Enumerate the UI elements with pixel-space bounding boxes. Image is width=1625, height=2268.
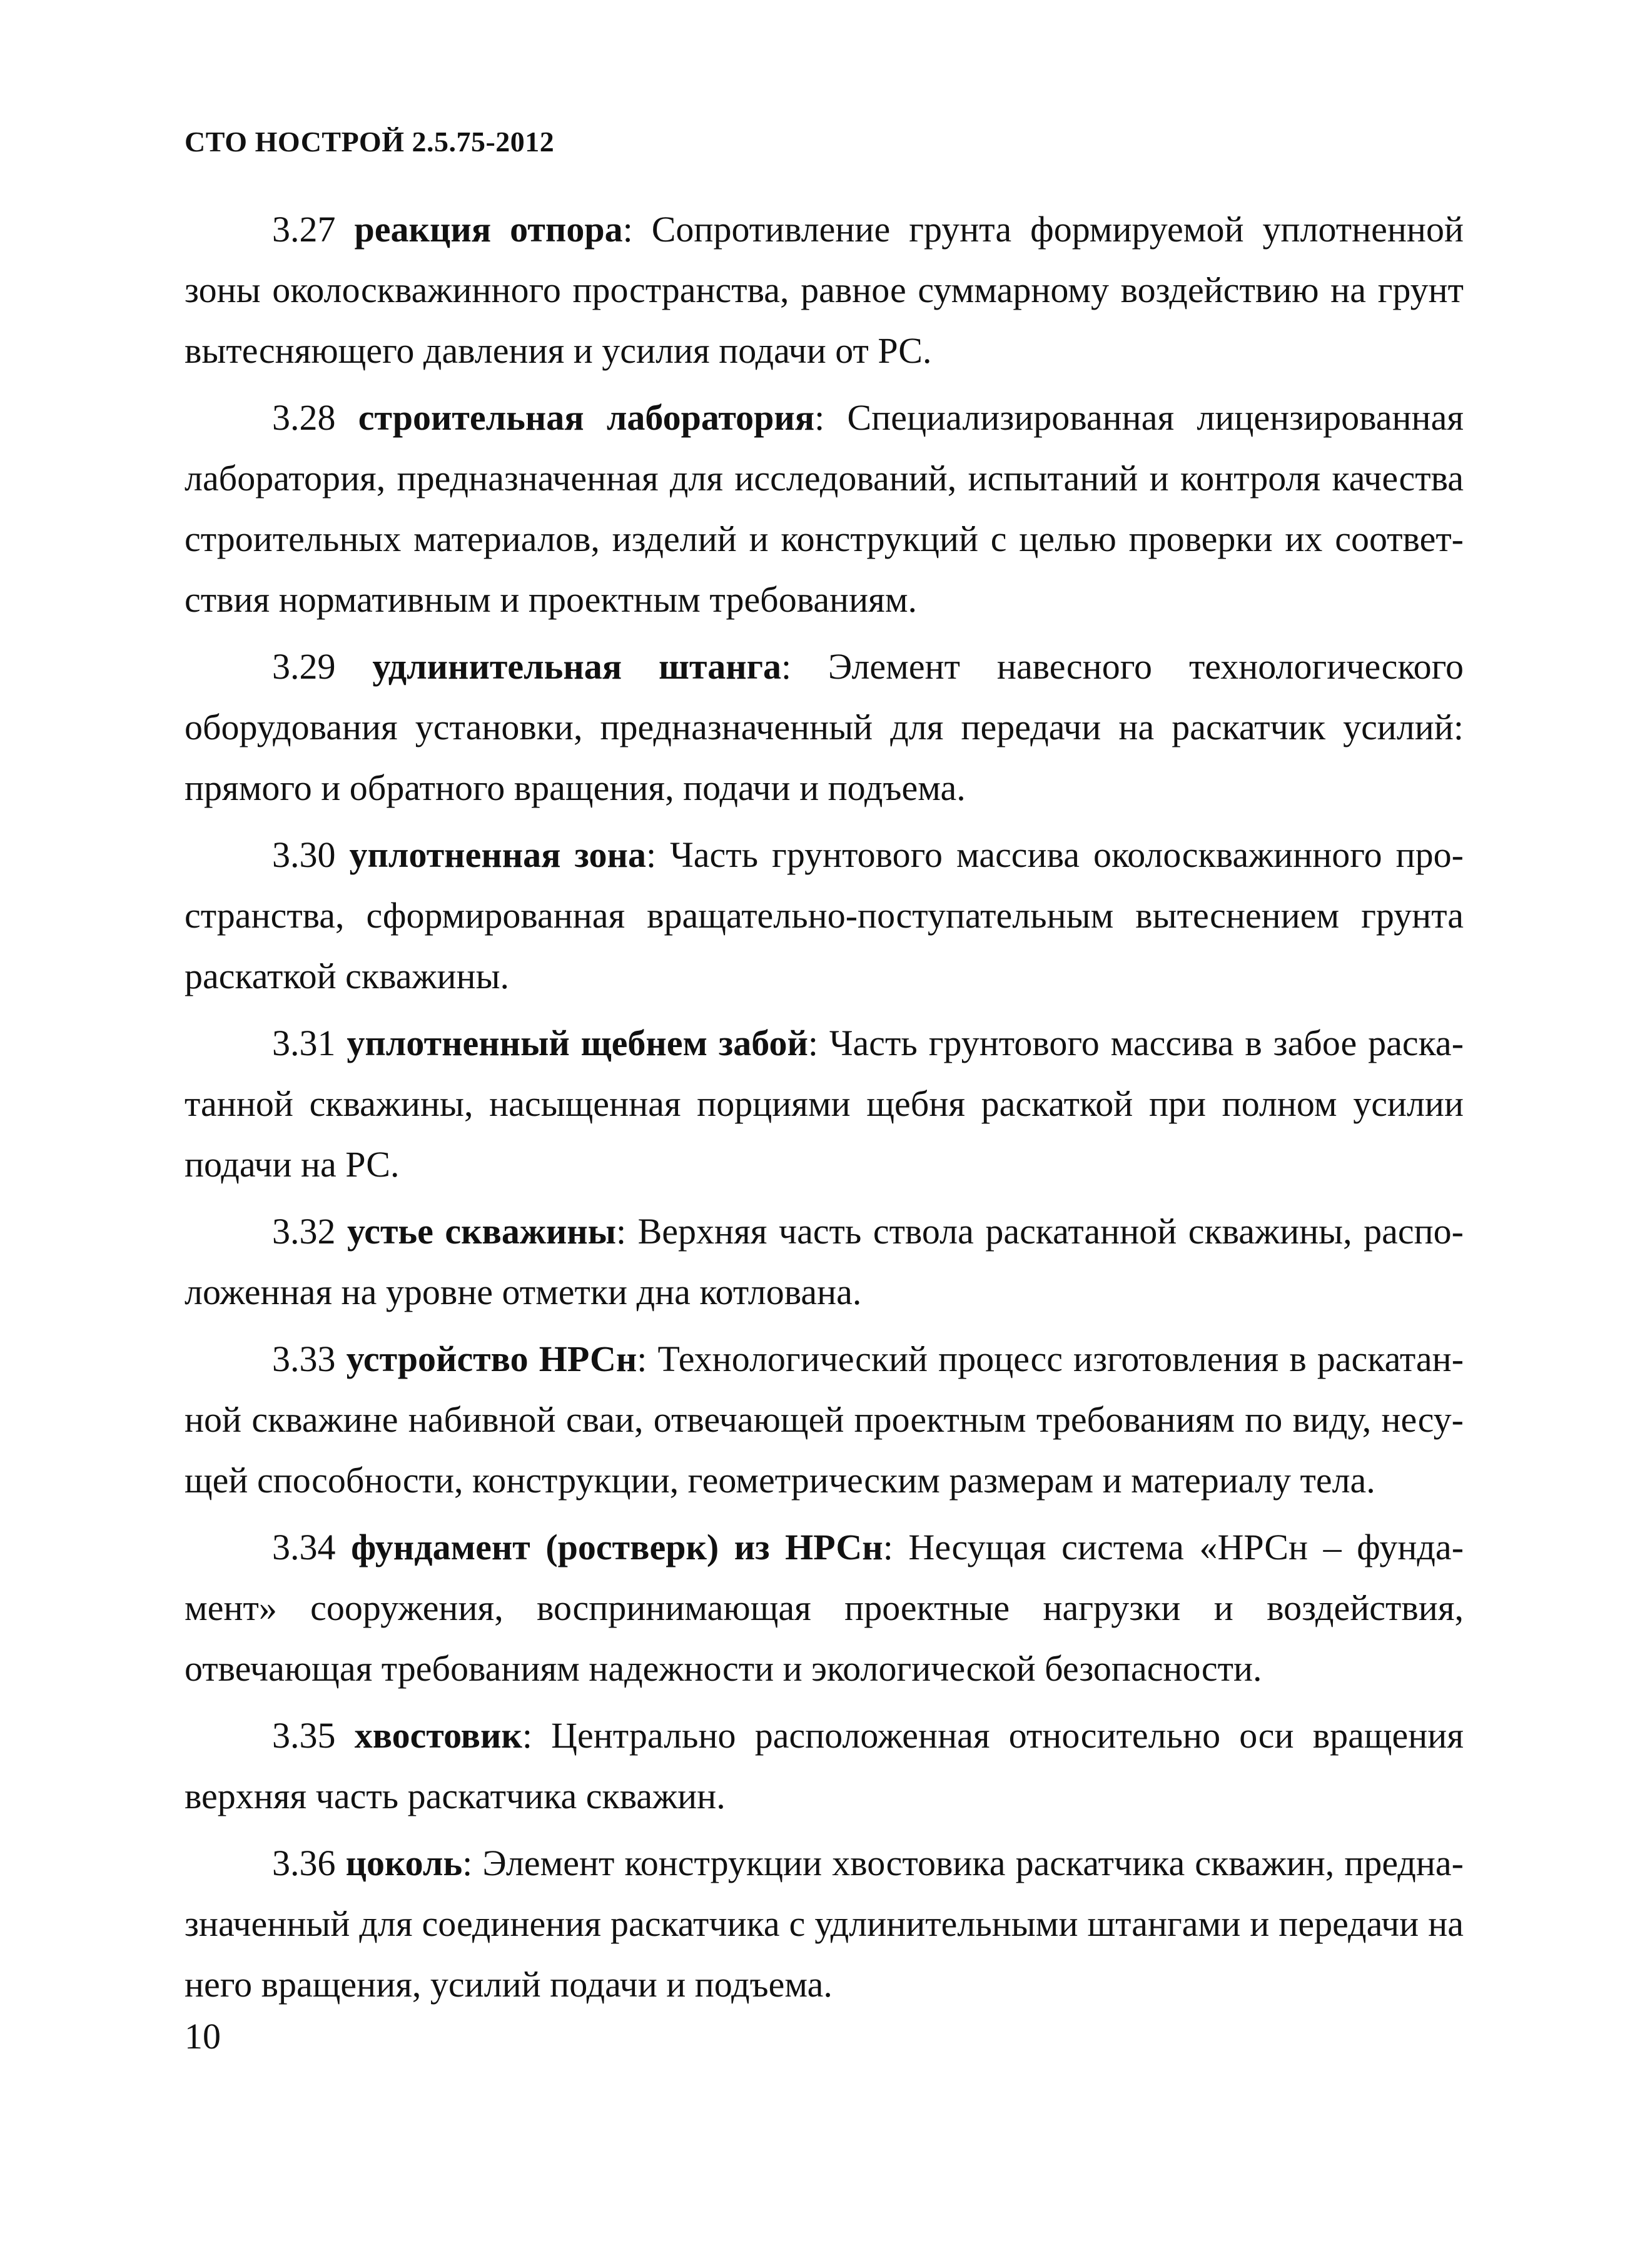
entry-definition: : Элемент навесного технологического оборудования установки, предназначенный для передачи на раскатчик усилий: прямого и обратного вращения, подачи и подъема.	[185, 646, 1464, 808]
entry-number: 3.33	[272, 1339, 336, 1379]
page-number: 10	[185, 2016, 221, 2057]
definition-entry-3-28	[185, 387, 1464, 630]
entry-term: цоколь	[345, 1843, 463, 1883]
entry-definition: : Специализированная лицензированная лаборатория, предназначенная для исследований, испытаний и контроля качества строительных материалов, изделий и конструкций с целью проверки их соответствия нормативным и проектным требованиям.	[185, 397, 1464, 620]
entry-term: уплотненный щебнем забой	[347, 1023, 808, 1063]
entry-term: устье скважины	[347, 1211, 616, 1252]
definition-entry-3-27	[185, 199, 1464, 381]
document-header: СТО НОСТРОЙ 2.5.75-2012	[185, 126, 555, 158]
entry-definition: : Верхняя часть ствола раскатанной скважины, расположенная на уровне отметки дна котлована.	[185, 1211, 1464, 1312]
entry-definition: : Центрально расположенная относительно оси вращения верхняя часть раскатчика скважин.	[185, 1715, 1464, 1816]
entry-number: 3.31	[272, 1023, 336, 1063]
entry-definition: : Сопротивление грунта формируемой уплотненной зоны околоскважинного пространства, равное суммарному воздействию на грунт вытесняющего давления и усилия подачи от РС.	[185, 209, 1464, 371]
definition-entry-3-32	[185, 1201, 1464, 1322]
entry-definition: : Часть грунтового массива в забое раскатанной скважины, насыщенная порциями щебня раскаткой при полном усилии подачи на РС.	[185, 1023, 1464, 1185]
entry-term: хвостовик	[354, 1715, 522, 1756]
entry-definition: : Элемент конструкции хвостовика раскатчика скважин, предназначенный для соединения раскатчика с удлинительными штангами и передачи на него вращения, усилий подачи и подъема.	[185, 1843, 1464, 2005]
entry-definition: : Часть грунтового массива околоскважинного пространства, сформированная вращательно-поступательным вытеснением грунта раскаткой скважины.	[185, 834, 1464, 996]
definition-entry-3-35	[185, 1705, 1464, 1826]
definition-entry-3-31	[185, 1013, 1464, 1195]
entry-number: 3.30	[272, 834, 336, 875]
entry-term: устройство НРСн	[346, 1339, 637, 1379]
entry-number: 3.35	[272, 1715, 336, 1756]
definition-entry-3-33	[185, 1329, 1464, 1511]
entry-number: 3.27	[272, 209, 336, 250]
entry-term: фундамент (ростверк) из НРСн	[351, 1527, 883, 1567]
entry-definition: : Несущая система «НРСн – фундамент» сооружения, воспринимающая проектные нагрузки и воздействия, отвечающая требованиям надежности и экологической безопасности.	[185, 1527, 1464, 1689]
entry-term: строительная лаборатория	[358, 397, 815, 438]
entry-number: 3.34	[272, 1527, 336, 1567]
entry-number: 3.29	[272, 646, 336, 687]
entry-term: уплотненная зона	[349, 834, 646, 875]
entry-number: 3.36	[272, 1843, 336, 1883]
entry-number: 3.32	[272, 1211, 336, 1252]
definitions-list	[185, 199, 1464, 2021]
definition-entry-3-34	[185, 1517, 1464, 1699]
entry-term: реакция отпора	[354, 209, 623, 250]
entry-number: 3.28	[272, 397, 336, 438]
entry-definition: : Технологический процесс изготовления в раскатанной скважине набивной сваи, отвечающей проектным требованиям по виду, несущей способности, конструкции, геометрическим размерам и материалу тела.	[185, 1339, 1464, 1501]
definition-entry-3-29	[185, 636, 1464, 818]
entry-term: удлинительная штанга	[372, 646, 781, 687]
definition-entry-3-30	[185, 824, 1464, 1006]
definition-entry-3-36	[185, 1833, 1464, 2015]
